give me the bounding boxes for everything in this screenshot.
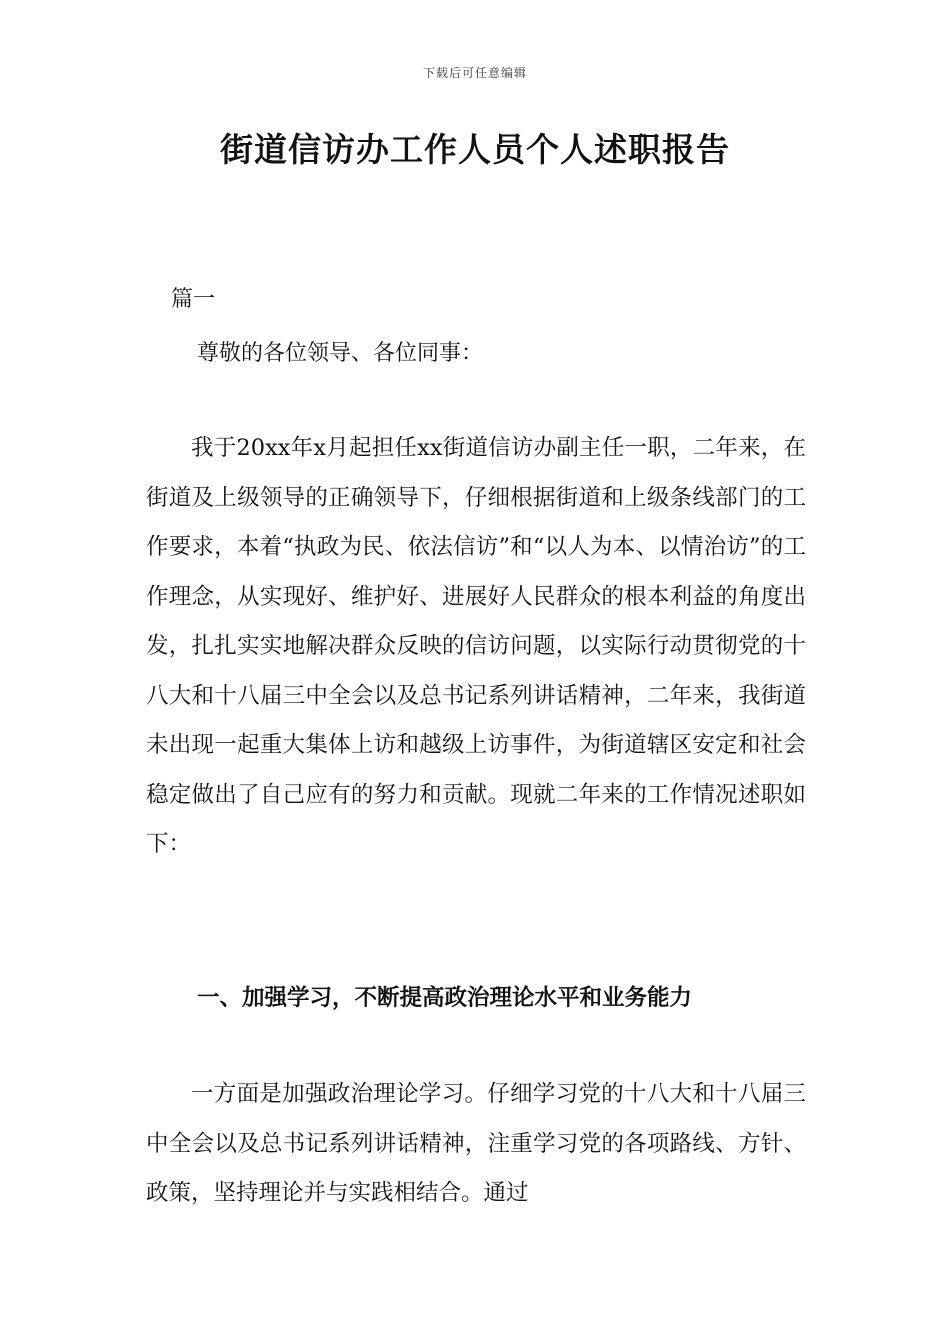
section-heading: 一、加强学习，不断提高政治理论水平和业务能力 xyxy=(197,985,693,1011)
section-label: 篇一 xyxy=(171,287,216,312)
salutation: 尊敬的各位领导、各位同事： xyxy=(197,341,484,366)
body-paragraph: 我于20xx年x月起担任xx街道信访办副主任一职，二年来，在街道及上级领导的正确领导下，仔细根据街道和上级条线部门的工作要求，本着“执政为民、依法信访”和“以人为本、以情治访”的工作理念，从实现好、维护好、进展好人民群众的根本利益的角度出发，扎扎实实地解决群众反映的信访问题，以实际行动贯彻党的十八大和十八届三中全会以及总书记系列讲话精神，二年来，我街道未出现一起重大集体上访和越级上访事件，为街道辖区安定和社会稳定做出了自己应有的努力和贡献。现就二年来的工作情况述职如下： xyxy=(146,435,806,857)
body-paragraph: 一方面是加强政治理论学习。仔细学习党的十八大和十八届三中全会以及总书记系列讲话精神，注重学习党的各项路线、方针、政策，坚持理论并与实践相结合。通过 xyxy=(146,1081,806,1206)
header-note: 下载后可任意编辑 xyxy=(422,66,527,80)
document-title: 街道信访办工作人员个人述职报告 xyxy=(220,130,730,169)
